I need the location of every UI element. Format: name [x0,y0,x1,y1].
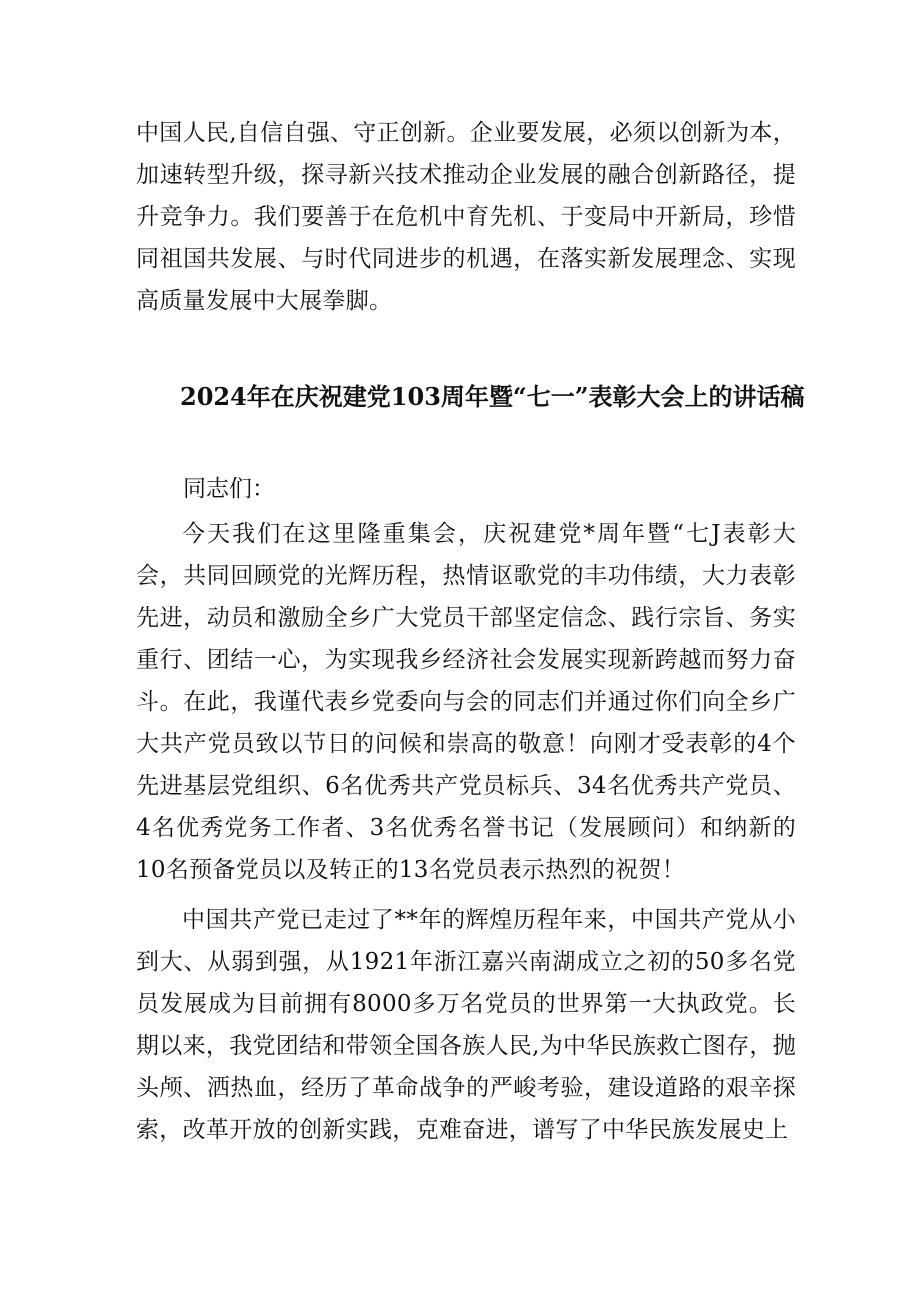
continuation-paragraph: 中国人民,自信自强、守正创新。企业要发展，必须以创新为本，加速转型升级，探寻新兴技术推动企业发展的融合创新路径，提升竞争力。我们要善于在危机中育先机、于变局中开新局，珍惜同祖国共发展、与时代同进步的机遇，在落实新发展理念、实现高质量发展中大展拳脚。 [136,120,797,314]
speech-title: 2024年在庆祝建党103周年暨“七一”表彰大会上的讲话稿 [180,382,805,411]
body-paragraph-1: 今天我们在这里隆重集会，庆祝建党*周年暨“七J表彰大会，共同回顾党的光辉历程，热情讴歌党的丰功伟绩，大力表彰先进，动员和激励全乡广大党员干部坚定信念、践行宗旨、务实重行、团结一心，为实现我乡经济社会发展实现新跨越而努力奋斗。在此，我谨代表乡党委向与会的同志们并通过你们向全乡广大共产党员致以节日的问候和崇高的敬意！向刚才受表彰的4个先进基层党组织、6名优秀共产党员标兵、34名优秀共产党员、4名优秀党务工作者、3名优秀名誉书记（发展顾问）和纳新的10名预备党员以及转正的13名党员表示热烈的祝贺！ [136,521,796,883]
salutation: 同志们： [183,476,275,502]
body-paragraph-2: 中国共产党已走过了**年的辉煌历程年来，中国共产党从小到大、从弱到强，从1921年浙江嘉兴南湖成立之初的50多名党员发展成为目前拥有8000多万名党员的世界第一大执政党。长期以来，我党团结和带领全国各族人民,为中华民族救亡图存，抛头颅、洒热血，经历了革命战争的严峻考验，建设道路的艰辛探索，改革开放的创新实践，克难奋进，谱写了中华民族发展史上 [136,907,797,1143]
